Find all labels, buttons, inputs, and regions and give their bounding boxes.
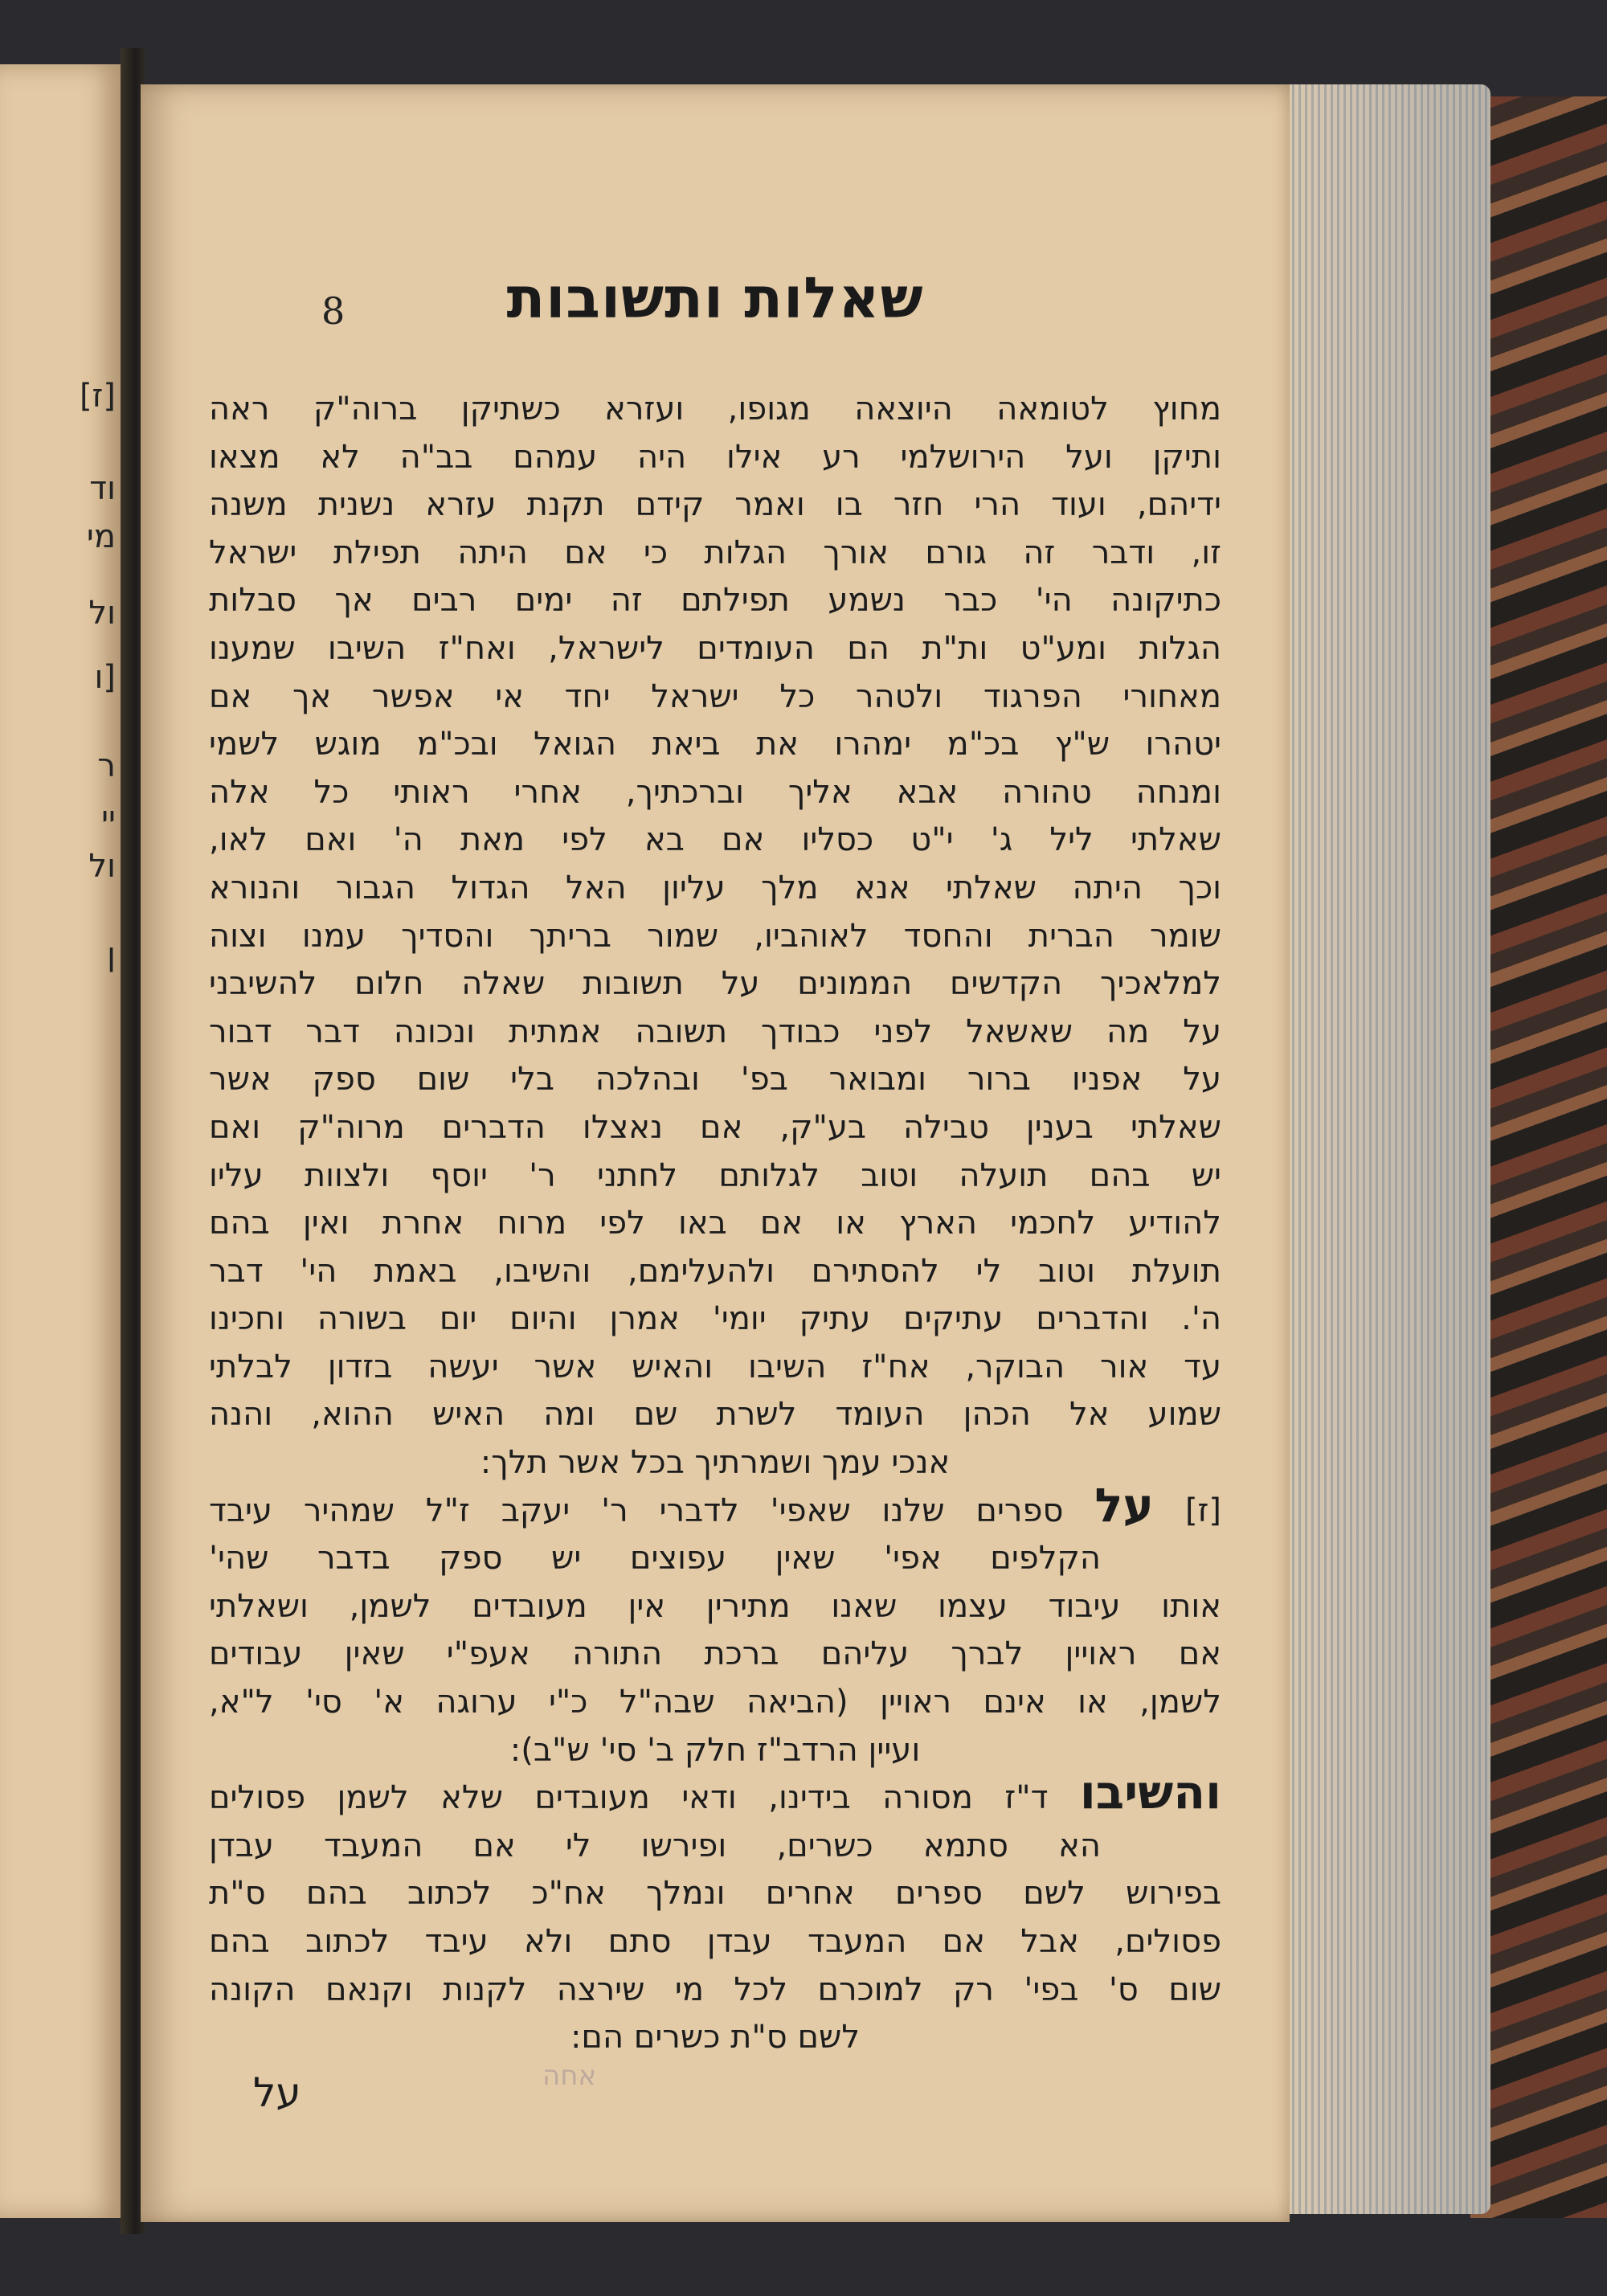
facing-page-fragment: [ו — [94, 659, 116, 696]
text-line: שומר הברית והחסד לאוהביו, שמור בריתך והסדיך עמנו וצוה — [209, 917, 1221, 955]
text-line: שמוע אל הכהן העומד לשרת שם ומה האיש ההוא, והנה — [209, 1396, 1221, 1434]
facing-page-fragment: [ז] — [79, 378, 116, 415]
text-line: למלאכיך הקדשים הממונים על תשובות שאלה חלום להשיבני — [209, 965, 1221, 1003]
text-line: שום ס' בפי' רק למוכרם לכל מי שירצה לקנות וקנאם הקונה — [209, 1971, 1221, 2008]
paragraph-closing-line: אנכי עמך ושמרתיך בכל אשר תלך: — [480, 1444, 951, 1482]
facing-page-fragment: יי — [101, 800, 116, 837]
text-line: עד אור הבוקר, אח"ז השיבו והאיש אשר יעשה בזדון לבלתי — [209, 1348, 1221, 1385]
text-line: יש בהם תועלה וטוב לגלותם לחתני ר' יוסף ולצוות עליו — [209, 1156, 1221, 1194]
section-opening-line — [209, 1488, 1221, 1536]
text-line: זו, ודבר זה גורם אורך הגלות כי אם היתה תפילת ישראל — [209, 534, 1221, 571]
faint-stamp: אחה — [542, 2060, 597, 2092]
section-closing-line: ועיין הרדב"ז חלק ב' סי' ש"ב): — [509, 1731, 921, 1769]
facing-page-fragment: וד — [89, 470, 116, 507]
answer-lead-word: והשיבו — [1079, 1774, 1221, 1820]
facing-page-fragment: ול — [88, 848, 116, 885]
text-line: ותיקן ועל הירושלמי רע אילו היה עמהם בב"ה לא מצאו — [209, 438, 1221, 476]
page-fore-edge — [1286, 84, 1490, 2214]
facing-page-fragment: ר — [97, 747, 116, 784]
text-line: הקלפים אפי' שאין עפוצים יש ספק בדבר שהי' — [209, 1540, 1101, 1578]
text-line: תועלת וטוב לי להסתירם ולהעלימם, והשיבו, באמת הי' דבר — [209, 1252, 1221, 1290]
book-page — [141, 84, 1290, 2222]
facing-page-fragment: ול — [88, 595, 116, 632]
section-lead-word: על — [1094, 1487, 1155, 1533]
text-line: אותו עיבוד עצמו שאנו מתירין אין מעובדים לשמן, ושאלתי — [209, 1587, 1221, 1625]
answer-first-line: ד"ז מסורה בידינו, ודאי מעובדים שלא לשמן פסולים — [209, 1779, 1049, 1817]
text-line: ה'. והדברים עתיקים עתיק יומי' אמרן והיום יום בשורה וחכינו — [209, 1300, 1221, 1338]
text-line: ידיהם, ועוד הרי חזר בו ואמר קידם תקנת עזרא נשנית משנה — [209, 486, 1221, 524]
text-line: הא סתמא כשרים, ופירשו לי אם המעבד עבדן — [209, 1827, 1101, 1864]
text-line: הגלות ומע"ט ות"ת הם העומדים לישראל, ואח"ז השיבו שמענו — [209, 629, 1221, 667]
text-line: אם ראויין לברך עליהם ברכת התורה אעפ"י שאין עבודים — [209, 1635, 1221, 1673]
text-line: בפירוש לשם ספרים אחרים ונמלך אח"כ לכתוב בהם ס"ת — [209, 1875, 1221, 1913]
section-first-line: ספרים שלנו שאפי' לדברי ר' יעקב ז"ל שמהיר עיבד — [209, 1492, 1064, 1529]
section-marker: [ז] — [1184, 1492, 1221, 1529]
page-body — [209, 386, 1221, 2062]
text-line: מחוץ לטומאה היוצאה מגופו, ועזרא כשתיקן ברוה"ק ראה — [209, 391, 1221, 428]
text-line: יטהרו ש"ץ בכ"מ ימהרו את ביאת הגואל ובכ"מ מוגש לשמי — [209, 726, 1221, 763]
text-line: מאחורי הפרגוד ולטהר כל ישראל יחד אי אפשר אך אם — [209, 677, 1221, 715]
text-line: להודיע לחכמי הארץ או אם באו לפי מרוח אחרת ואין בהם — [209, 1205, 1221, 1242]
page-number: 8 — [321, 289, 346, 333]
facing-page-fragment: מי — [86, 518, 116, 555]
text-line: על אפניו ברור ומבואר בפ' ובהלכה בלי שום ספק אשר — [209, 1061, 1221, 1099]
facing-page — [0, 64, 123, 2218]
facing-page-fragment: ן — [107, 936, 116, 973]
text-line: על מה שאשאל לפני כבודך תשובה אמתית ונכונה דבר דבור — [209, 1013, 1221, 1050]
text-line: ומנחה טהורה אבא אליך וברכתיך, אחרי ראותי כל אלה — [209, 773, 1221, 811]
answer-closing-line: לשם ס"ת כשרים הם: — [570, 2019, 861, 2057]
text-line: שאלתי בענין טבילה בע"ק, אם נאצלו הדברים מרוה"ק ואם — [209, 1108, 1221, 1146]
running-head: שאלות ותשובות — [506, 265, 924, 331]
catchword: על — [253, 2069, 301, 2116]
text-line: לשמן, או אינם ראויין (הביאה שבה"ל כ"י ערוגה א' סי' ל"א, — [209, 1684, 1221, 1721]
text-line: כתיקונה הי' כבר נשמע תפילתם זה ימים רבים אך סבלות — [209, 582, 1221, 620]
text-line: שאלתי ליל ג' י"ט כסליו אם בא לפי מאת ה' ואם לאו, — [209, 821, 1221, 859]
marbled-cover — [1470, 96, 1607, 2218]
text-line: וכך היתה שאלתי אנא מלך עליון האל הגדול הגבור והנורא — [209, 869, 1221, 907]
answer-opening-line — [209, 1774, 1221, 1823]
text-line: פסולים, אבל אם המעבד עבדן סתם ולא עיבד לכתוב בהם — [209, 1923, 1221, 1960]
